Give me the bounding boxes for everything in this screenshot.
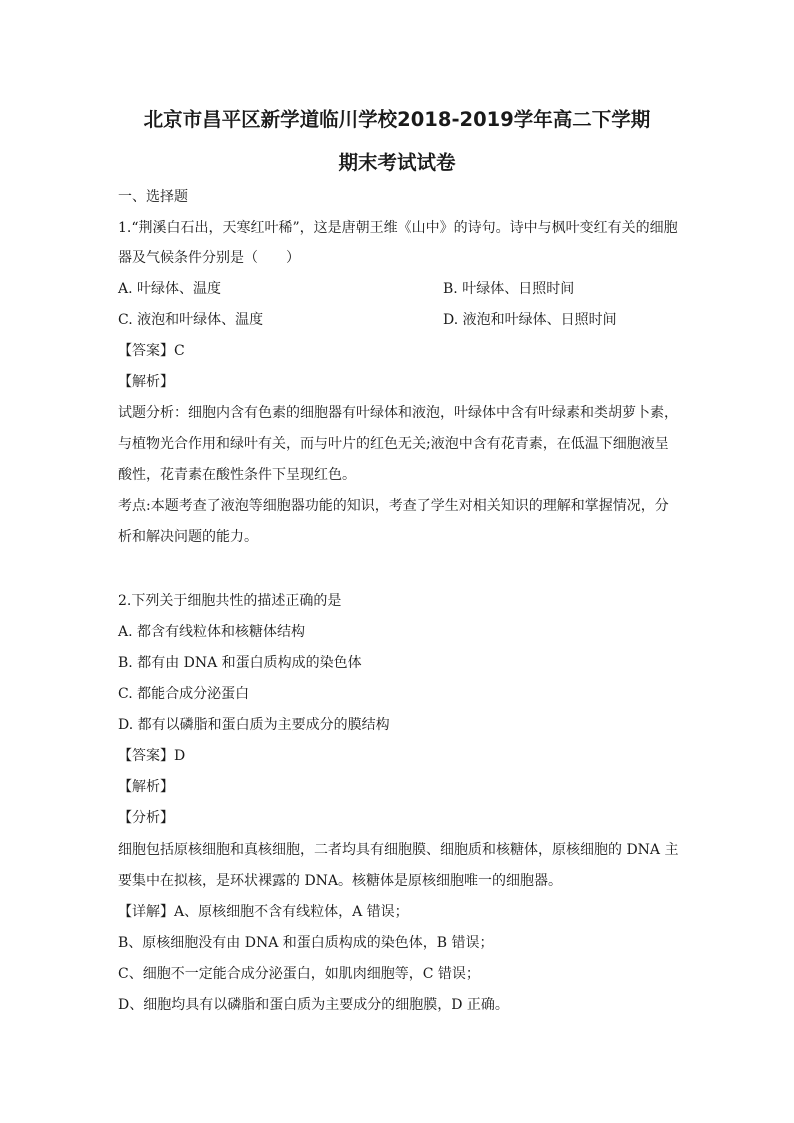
q2-analysis-label: 【解析】 (118, 779, 174, 795)
q1-stem-line2: 器及气候条件分别是（ ） (118, 250, 300, 266)
q1-analysis-line3: 酸性，花青素在酸性条件下呈现红色。 (118, 467, 356, 483)
q1-kaodian-line1: 考点:本题考查了液泡等细胞器功能的知识，考查了学生对相关知识的理解和掌握情况，分 (118, 498, 669, 514)
q2-answer: 【答案】D (118, 748, 186, 764)
q2-fenxi-line2: 要集中在拟核，是环状裸露的 DNA。核糖体是原核细胞唯一的细胞器。 (118, 873, 563, 889)
section-heading: 一、选择题 (118, 189, 188, 205)
q2-option-c: C. 都能合成分泌蛋白 (118, 686, 250, 702)
doc-title-line1: 北京市昌平区新学道临川学校2018-2019学年高二下学期 (143, 108, 651, 131)
q1-analysis-line1: 试题分析：细胞内含有色素的细胞器有叶绿体和液泡，叶绿体中含有叶绿素和类胡萝卜素， (118, 405, 678, 421)
q2-detail-line3: C、细胞不一定能合成分泌蛋白，如肌肉细胞等，C 错误； (118, 966, 480, 982)
q2-option-b: B. 都有由 DNA 和蛋白质构成的染色体 (118, 655, 362, 671)
q2-option-d: D. 都有以磷脂和蛋白质为主要成分的膜结构 (118, 717, 390, 733)
q2-detail-line2: B、原核细胞没有由 DNA 和蛋白质构成的染色体，B 错误； (118, 935, 494, 951)
q2-detail-line1: 【详解】A、原核细胞不含有线粒体，A 错误； (118, 904, 409, 920)
q2-fenxi-label: 【分析】 (118, 810, 174, 826)
q2-fenxi-line1: 细胞包括原核细胞和真核细胞，二者均具有细胞膜、细胞质和核糖体，原核细胞的 DNA 主 (118, 842, 679, 858)
q1-analysis-label: 【解析】 (118, 374, 174, 390)
q1-kaodian-line2: 析和解决问题的能力。 (118, 529, 258, 545)
q1-option-d: D. 液泡和叶绿体、日照时间 (443, 312, 617, 328)
q1-analysis-line2: 与植物光合作用和绿叶有关，而与叶片的红色无关;液泡中含有花青素，在低温下细胞液呈 (118, 436, 669, 452)
q2-option-a: A. 都含有线粒体和核糖体结构 (118, 624, 306, 640)
q1-answer: 【答案】C (118, 343, 185, 359)
q1-option-a: A. 叶绿体、温度 (118, 281, 222, 297)
q2-detail-line4: D、细胞均具有以磷脂和蛋白质为主要成分的细胞膜，D 正确。 (118, 997, 509, 1013)
q1-option-b: B. 叶绿体、日照时间 (443, 281, 575, 297)
doc-title-line2: 期末考试试卷 (338, 151, 456, 174)
q1-option-c: C. 液泡和叶绿体、温度 (118, 312, 264, 328)
q1-stem-line1: 1.“荆溪白石出，天寒红叶稀”，这是唐朝王维《山中》的诗句。诗中与枫叶变红有关的细胞 (118, 220, 678, 236)
q2-stem: 2.下列关于细胞共性的描述正确的是 (118, 593, 342, 609)
